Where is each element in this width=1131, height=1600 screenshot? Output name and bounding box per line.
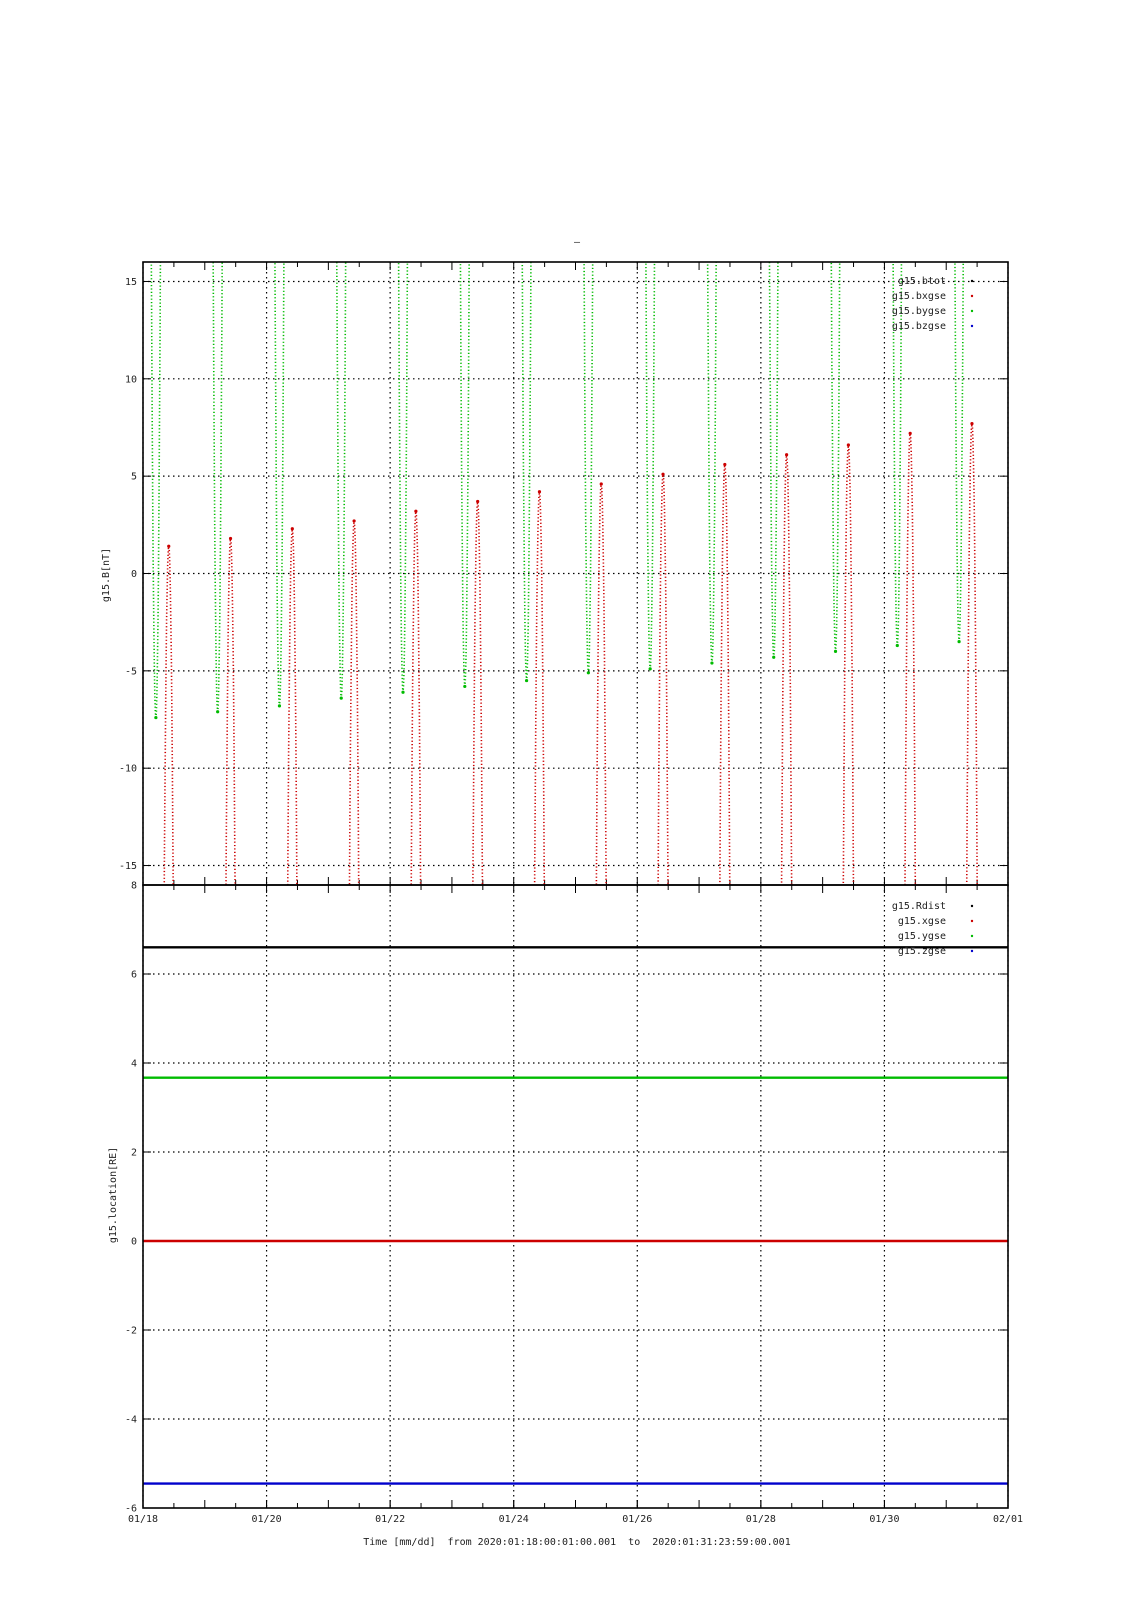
x-axis-label: Time [mm/dd] from 2020:01:18:00:01:00.001 to 2020:01:31:23:59:00.001: [363, 1537, 791, 1548]
top-panel: [119, 0, 1008, 1600]
legend-label-g15-bygse: g15.bygse: [891, 306, 946, 317]
top-y-axis-label: g15.B[nT]: [101, 547, 112, 603]
series-bxgse-segment: [958, 424, 985, 1600]
legend-marker: [971, 280, 973, 282]
series-bygse-point: [401, 691, 404, 694]
series-bxgse-point: [476, 500, 479, 503]
bottom-y-tick-label: 6: [130, 969, 137, 981]
series-bxgse-point: [909, 432, 912, 435]
series-bxgse-segment: [340, 521, 367, 1600]
series-bygse-segment: [264, 0, 296, 706]
series-bxgse-segment: [217, 539, 244, 1600]
top-y-tick-label: 10: [124, 374, 137, 386]
series-bxgse-point: [414, 510, 417, 513]
series-bygse-segment: [449, 0, 481, 686]
x-tick-label: 02/01: [992, 1514, 1024, 1525]
legend-marker: [971, 310, 973, 312]
top-y-tick-label: 15: [124, 276, 137, 288]
legend-label-g15-zgse: g15.zgse: [897, 946, 946, 957]
series-bxgse-point: [353, 519, 356, 522]
series-bxgse-segment: [649, 474, 676, 1600]
x-tick-label: 01/22: [375, 1514, 406, 1525]
legend-marker: [971, 920, 973, 922]
series-bygse-segment: [696, 0, 728, 663]
legend-label-g15-bzgse: g15.bzgse: [891, 321, 946, 332]
series-bxgse-point: [785, 453, 788, 456]
series-bxgse-point: [167, 545, 170, 548]
series-bxgse-segment: [711, 465, 738, 1600]
series-bxgse-segment: [835, 445, 862, 1600]
series-bygse-point: [216, 710, 219, 713]
series-bygse-point: [896, 644, 899, 647]
bottom-y-axis-label: g15.location[RE]: [108, 1146, 119, 1244]
series-bygse-point: [525, 679, 528, 682]
bottom-y-tick-label: -4: [124, 1414, 137, 1426]
bottom-y-tick-label: 0: [130, 1236, 137, 1248]
series-bxgse-segment: [155, 546, 182, 1600]
legend-label-g15-Rdist: g15.Rdist: [891, 901, 946, 912]
series-bygse-segment: [573, 0, 605, 673]
series-bxgse-segment: [402, 511, 429, 1600]
series-bxgse-point: [847, 443, 850, 446]
series-bxgse-segment: [526, 492, 553, 1600]
bottom-y-tick-label: -2: [124, 1325, 137, 1337]
legend-marker: [971, 935, 973, 937]
bottom-y-tick-label: 8: [130, 880, 137, 892]
bottom-y-tick-label: 4: [130, 1058, 137, 1070]
top-y-tick-label: -5: [124, 666, 137, 678]
series-bxgse-segment: [588, 484, 615, 1600]
series-bygse-point: [957, 640, 960, 643]
legend-label-g15-xgse: g15.xgse: [897, 916, 946, 927]
series-bygse-segment: [820, 0, 852, 651]
legend-label-g15-bxgse: g15.bxgse: [891, 291, 946, 302]
x-tick-label: 01/24: [498, 1514, 529, 1525]
legend-marker: [971, 950, 973, 952]
series-bxgse-segment: [279, 529, 306, 1600]
series-bygse-point: [278, 704, 281, 707]
series-bxgse-point: [229, 537, 232, 540]
legend-marker: [971, 325, 973, 327]
legend-marker: [971, 295, 973, 297]
bottom-data: [143, 947, 1008, 1483]
bottom-y-tick-label: -6: [124, 1503, 137, 1515]
bottom-plot-frame: [143, 885, 1008, 1508]
series-bygse-segment: [326, 0, 358, 698]
bottom-panel: [125, 881, 1023, 1526]
series-bxgse-segment: [897, 433, 924, 1600]
bottom-y-tick-label: 2: [130, 1147, 137, 1159]
x-tick-label: 01/28: [745, 1514, 776, 1525]
x-tick-label: 01/30: [869, 1514, 900, 1525]
series-bygse-point: [772, 656, 775, 659]
series-bxgse-point: [661, 473, 664, 476]
bottom-legend: [892, 901, 973, 957]
series-bygse-point: [710, 661, 713, 664]
legend-marker: [971, 905, 973, 907]
top-y-tick-label: -10: [118, 763, 137, 775]
series-bxgse-point: [970, 422, 973, 425]
series-bygse-point: [834, 650, 837, 653]
series-bygse-point: [463, 685, 466, 688]
x-tick-label: 01/26: [622, 1514, 653, 1525]
series-bygse-point: [587, 671, 590, 674]
series-bxgse-segment: [773, 455, 800, 1600]
top-legend: [892, 276, 973, 332]
series-bygse-point: [340, 697, 343, 700]
series-bygse-point: [154, 716, 157, 719]
series-bxgse-segment: [464, 502, 491, 1600]
series-bxgse-point: [723, 463, 726, 466]
series-bygse-point: [649, 667, 652, 670]
top-y-tick-label: 0: [130, 569, 137, 580]
top-y-tick-label: -15: [118, 861, 137, 873]
series-bxgse-point: [600, 482, 603, 485]
series-bygse-segment: [943, 0, 975, 642]
chart-title: –: [573, 237, 581, 248]
x-tick-label: 01/18: [127, 1514, 159, 1525]
legend-label-g15-ygse: g15.ygse: [897, 931, 946, 942]
legend-label-g15-btot: g15.btot: [897, 276, 946, 287]
x-tick-label: 01/20: [251, 1514, 282, 1525]
series-bxgse-point: [291, 527, 294, 530]
series-bxgse-point: [538, 490, 541, 493]
top-y-tick-label: 5: [130, 471, 137, 483]
